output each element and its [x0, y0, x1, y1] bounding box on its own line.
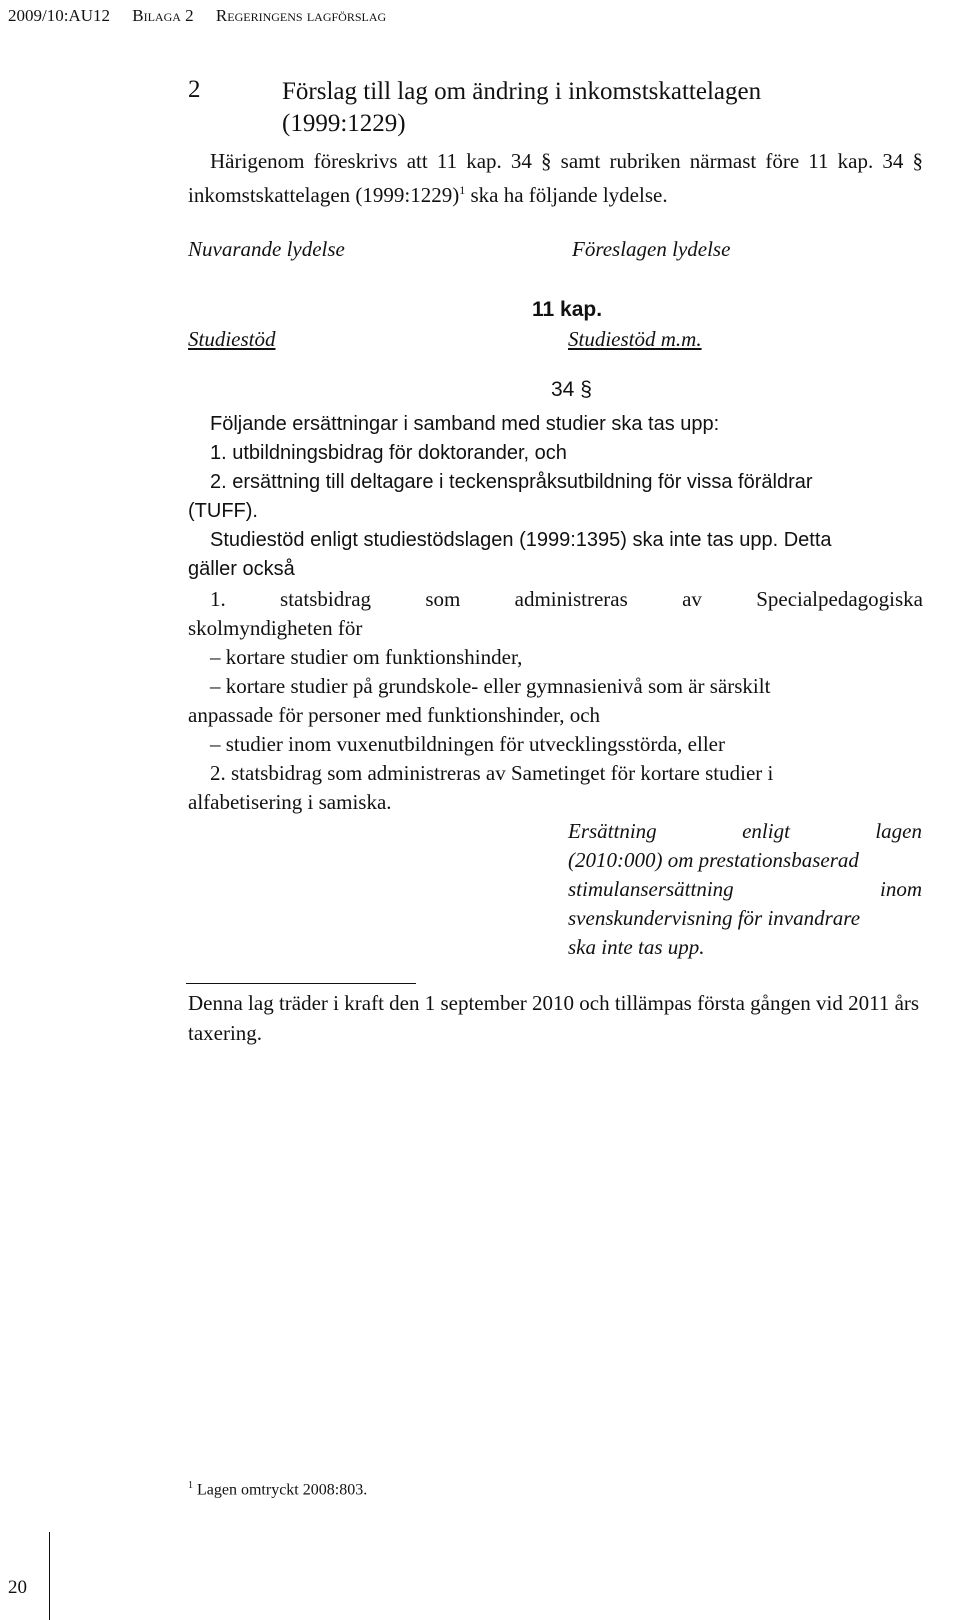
italic-line: Ersättning enligt lagen [568, 819, 922, 843]
proposed-addition-block [568, 817, 922, 962]
text-line: – studier inom vuxenutbildningen för utvecklingsstörda, eller [210, 732, 725, 756]
rubric-proposed: Studiestöd m.m. [568, 327, 702, 351]
separator-rule [186, 983, 416, 984]
text-line: 2. ersättning till deltagare i teckenspråksutbildning för vissa föräldrar [210, 471, 813, 493]
footnote-text: Lagen omtryckt 2008:803. [193, 1481, 368, 1499]
page-header [8, 6, 386, 26]
serif-text-block [188, 585, 923, 817]
intro-text: Härigenom föreskrivs att 11 kap. 34 § samt rubriken närmast före 11 kap. 34 § inkomstskattelagen (1999:1229) [188, 149, 923, 207]
paragraph-mark: 34 § [551, 378, 592, 401]
text-line: 1. utbildningsbidrag för doktorander, och [210, 442, 567, 464]
italic-line: stimulansersättning inom [568, 877, 922, 901]
intro-tail: ska ha följande lydelse. [465, 183, 668, 207]
chapter-heading: 11 kap. [532, 298, 603, 321]
margin-line [49, 1532, 50, 1620]
footnote [188, 1480, 367, 1499]
law-title-line-2: (1999:1229) [282, 110, 406, 137]
italic-line: svenskundervisning för invandrare [568, 906, 861, 930]
document-ref: 2009/10:AU12 [8, 6, 110, 25]
text-line: – kortare studier om funktionshinder, [210, 645, 523, 669]
text-line: Studiestöd enligt studiestödslagen (1999:1395) ska inte tas upp. Detta [210, 529, 832, 551]
proposed-wording-heading: Föreslagen lydelse [572, 237, 731, 261]
italic-line: ska inte tas upp. [568, 935, 705, 959]
text-line: – kortare studier på grundskole- eller gymnasienivå som är särskilt [210, 674, 771, 698]
text-line: alfabetisering i samiska. [188, 790, 392, 814]
law-title-line-1: Förslag till lag om ändring i inkomstskattelagen [282, 78, 762, 105]
title-number: 2 [188, 76, 201, 103]
footnote-mark: 1 [188, 1480, 193, 1491]
text-line: 1. statsbidrag som administreras av Specialpedagogiska [210, 587, 923, 611]
sans-text-block [188, 410, 923, 584]
intro-paragraph [188, 147, 923, 210]
text-line: 2. statsbidrag som administreras av Sametinget för kortare studier i [210, 761, 774, 785]
text-line: anpassade för personer med funktionshinder, och [188, 703, 601, 727]
rubric-current: Studiestöd [188, 327, 276, 351]
entry-into-force-text: Denna lag träder i kraft den 1 september 2010 och tillämpas första gången vid 2011 års taxering. [188, 991, 920, 1045]
law-title [282, 76, 761, 140]
text-line: Följande ersättningar i samband med studier ska tas upp: [210, 413, 720, 435]
bilaga-label: Bilaga 2 [132, 6, 194, 25]
text-line: gäller också [188, 558, 295, 580]
section-label: Regeringens lagförslag [215, 6, 387, 25]
page-number: 20 [8, 1577, 27, 1598]
text-line: (TUFF). [188, 500, 258, 522]
italic-line: (2010:000) om prestationsbaserad [568, 848, 859, 872]
footnote-ref: 1 [459, 183, 466, 197]
text-line: skolmyndigheten för [188, 616, 363, 640]
current-wording-heading: Nuvarande lydelse [188, 237, 345, 261]
